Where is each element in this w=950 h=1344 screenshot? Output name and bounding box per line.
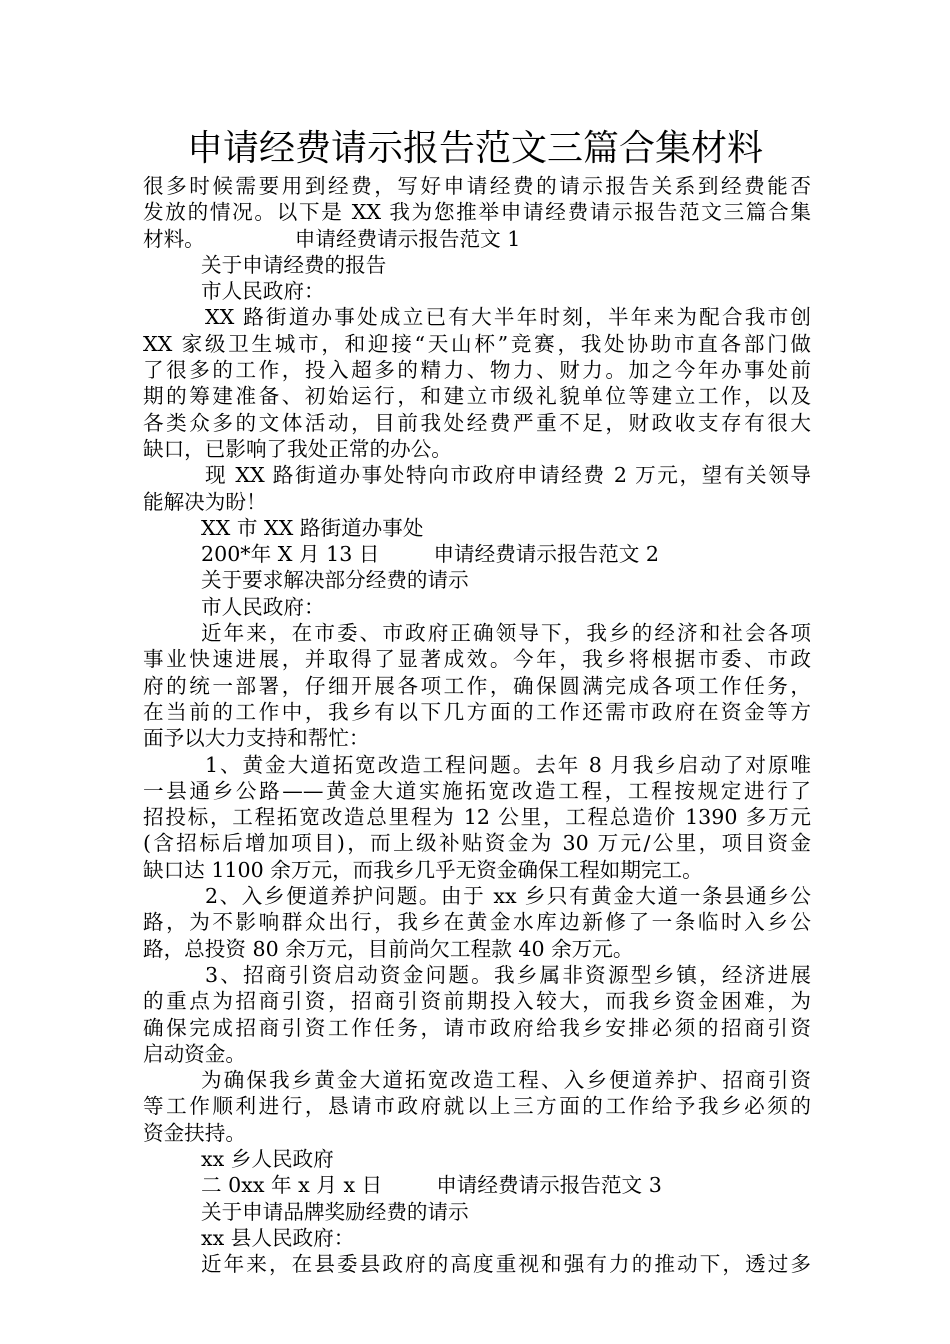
paragraph-line: 近年来，在县委县政府的高度重视和强有力的推动下，透过多 — [201, 1252, 811, 1277]
date: 200*年 X 月 13 日 — [201, 542, 380, 567]
paragraph-line: 现 XX 路街道办事处特向市政府申请经费 2 万元，望有关领导 — [205, 463, 811, 488]
document-body — [143, 173, 811, 1277]
date: 二 0xx 年 x 月 x 日 — [201, 1173, 383, 1198]
report-recipient: xx 县人民政府： — [201, 1225, 355, 1250]
signature: xx 乡人民政府 — [201, 1146, 334, 1171]
paragraph-line: 了很多的工作，投入超多的精力、物力、财力。加之今年办事处前 — [143, 358, 811, 383]
paragraph-line: XX 家级卫生城市，和迎接“天山杯”竞赛，我处协助市直各部门做 — [143, 331, 811, 356]
paragraph-line: 府的统一部署，仔细开展各项工作，确保圆满完成各项工作任务， — [143, 673, 811, 698]
paragraph-line: XX 路街道办事处成立已有大半年时刻，半年来为配合我市创 — [205, 305, 811, 330]
paragraph-line: 期的筹建准备、初始运行，和建立市级礼貌单位等建立工作，以及 — [143, 384, 811, 409]
date-line — [143, 541, 811, 567]
paragraph-line: (含招标后增加项目)，而上级补贴资金为 30 万元/公里，项目资金 — [143, 831, 811, 856]
intro-text: 材料。 — [143, 226, 205, 251]
paragraph-line: 1、黄金大道拓宽改造工程问题。去年 8 月我乡启动了对原唯 — [205, 752, 811, 777]
paragraph-line: 等工作顺利进行，恳请市政府就以上三方面的工作给予我乡必须的 — [143, 1094, 811, 1119]
document-title: 申请经费请示报告范文三篇合集材料 — [186, 128, 763, 169]
paragraph-line: 确保完成招商引资工作任务，请市政府给我乡安排必须的招商引资 — [143, 1015, 811, 1040]
intro-line: 发放的情况。以下是 XX 我为您推举申请经费请示报告范文三篇合集 — [143, 200, 811, 225]
paragraph-line: 路，为不影响群众出行，我乡在黄金水库边新修了一条临时入乡公 — [143, 910, 811, 935]
section-heading-1: 申请经费请示报告范文 1 — [294, 226, 521, 251]
intro-line — [143, 226, 811, 252]
signature: XX 市 XX 路街道办事处 — [201, 515, 424, 540]
paragraph-line: 招投标，工程拓宽改造总里程为 12 公里，工程总造价 1390 多万元 — [143, 805, 811, 830]
report-heading: 关于要求解决部分经费的请示 — [201, 568, 469, 593]
paragraph-line: 各类众多的文体活动，目前我处经费严重不足，财政收支存有很大 — [143, 410, 811, 435]
paragraph-line: 启动资金。 — [143, 1041, 246, 1066]
report-heading: 关于申请经费的报告 — [201, 252, 387, 277]
section-heading-3: 申请经费请示报告范文 3 — [436, 1173, 662, 1198]
intro-line: 很多时候需要用到经费，写好申请经费的请示报告关系到经费能否 — [143, 174, 811, 198]
paragraph-line: 路，总投资 80 余万元，目前尚欠工程款 40 余万元。 — [143, 936, 634, 961]
paragraph-line: 3、招商引资启动资金问题。我乡属非资源型乡镇，经济进展 — [205, 962, 811, 987]
paragraph-line: 缺口，已影响了我处正常的办公。 — [143, 436, 452, 461]
paragraph-line: 一县通乡公路——黄金大道实施拓宽改造工程，工程按规定进行了 — [143, 778, 811, 803]
paragraph-line: 缺口达 1100 余万元，而我乡几乎无资金确保工程如期完工。 — [143, 857, 703, 882]
date-line — [143, 1172, 811, 1198]
paragraph-line: 近年来，在市委、市政府正确领导下，我乡的经济和社会各项 — [201, 621, 811, 646]
paragraph-line: 能解决为盼！ — [143, 489, 267, 514]
report-recipient: 市人民政府： — [201, 279, 325, 304]
paragraph-line: 为确保我乡黄金大道拓宽改造工程、入乡便道养护、招商引资 — [201, 1068, 811, 1093]
report-heading: 关于申请品牌奖励经费的请示 — [201, 1199, 469, 1224]
paragraph-line: 2、入乡便道养护问题。由于 xx 乡只有黄金大道一条县通乡公 — [205, 884, 811, 909]
section-heading-2: 申请经费请示报告范文 2 — [433, 542, 660, 567]
paragraph-line: 资金扶持。 — [143, 1120, 246, 1145]
report-recipient: 市人民政府： — [201, 594, 325, 619]
paragraph-line: 面予以大力支持和帮忙： — [143, 726, 370, 751]
paragraph-line: 在当前的工作中，我乡有以下几方面的工作还需市政府在资金等方 — [143, 699, 811, 724]
paragraph-line: 事业快速进展，并取得了显著成效。今年，我乡将根据市委、市政 — [143, 647, 811, 672]
paragraph-line: 的重点为招商引资，招商引资前期投入较大，而我乡资金困难，为 — [143, 989, 811, 1014]
